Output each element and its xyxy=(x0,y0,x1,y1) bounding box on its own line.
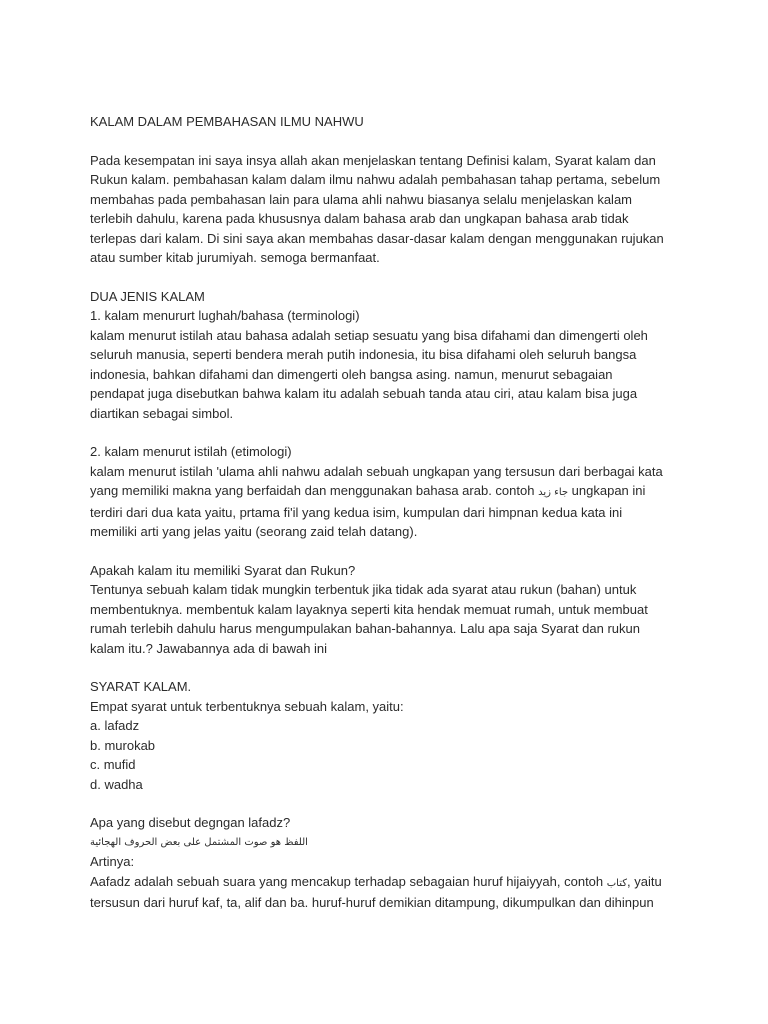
question-line: Apakah kalam itu memiliki Syarat dan Rukun? xyxy=(90,562,356,578)
section-heading: SYARAT KALAM. xyxy=(90,679,192,694)
text-line: indonesia, bahkan difahami dan dimengerti oleh bangsa asing. namun, menurut sebagaian xyxy=(90,366,613,382)
text-line: kalam menurut istilah atau bahasa adalah setiap sesuatu yang bisa difahami dan dimengerti oleh xyxy=(90,327,648,343)
intro-paragraph xyxy=(90,151,690,268)
text-line: pendapat juga disebutkan bahwa kalam itu adalah sebuah tanda atau ciri, atau kalam bisa juga xyxy=(90,386,638,401)
text-line: kalam menurut istilah 'ulama ahli nahwu adalah sebuah ungkapan yang tersusun dari berbagai kata xyxy=(90,463,663,479)
text-line: memiliki arti yang jelas yaitu (seorang zaid telah datang). xyxy=(90,524,418,539)
text-line: membahas pada pembahasan lain para ulama ahli nahwu biasanya selalu menjelaskan kalam xyxy=(90,191,633,207)
dua-jenis-section xyxy=(90,287,690,424)
list-item: c. mufid xyxy=(90,757,136,772)
syarat-rukun-section xyxy=(90,561,690,659)
document-title: KALAM DALAM PEMBAHASAN ILMU NAHWU xyxy=(90,114,364,129)
document-page xyxy=(90,112,690,913)
text-line: Artinya: xyxy=(90,854,135,869)
text-fragment: Aafadz adalah sebuah suara yang mencakup terhadap sebagaian huruf hijaiyyah, contoh xyxy=(90,873,607,889)
text-line: Pada kesempatan ini saya insya allah akan menjelaskan tentang Definisi kalam, Syarat kalam dan xyxy=(90,152,656,168)
text-fragment: , yaitu xyxy=(627,873,662,889)
istilah-section xyxy=(90,442,690,542)
text-line: Rukun kalam. pembahasan kalam dalam ilmu nahwu adalah pembahasan tahap pertama, sebelum xyxy=(90,172,661,187)
syarat-kalam-section xyxy=(90,677,690,794)
arabic-definition: اللفظ هو صوت المشتمل على بعض الحروف الهجائية xyxy=(90,836,308,848)
question-line: Apa yang disebut degngan lafadz? xyxy=(90,815,291,830)
list-item: d. wadha xyxy=(90,776,143,792)
text-line: kalam itu.? Jawabannya ada di bawah ini xyxy=(90,640,328,656)
section-heading: DUA JENIS KALAM xyxy=(90,288,205,304)
text-line: seluruh manusia, seperti bendera merah putih indonesia, itu bisa difahami oleh seluruh bangsa xyxy=(90,347,637,362)
lafadz-section xyxy=(90,813,690,913)
text-line-with-arabic xyxy=(90,481,690,503)
text-line-with-arabic xyxy=(90,872,690,894)
arabic-example: جاء زيد xyxy=(538,487,569,498)
text-line: atau sumber kitab jurumiyah. semoga bermanfaat. xyxy=(90,250,380,265)
list-item: b. murokab xyxy=(90,737,156,753)
subsection-heading: 1. kalam menururt lughah/bahasa (terminologi) xyxy=(90,308,360,323)
text-line: tersusun dari huruf kaf, ta, alif dan ba. huruf-huruf demikian ditampung, dikumpulkan dan dihinpun xyxy=(90,895,654,910)
subsection-heading: 2. kalam menurut istilah (etimologi) xyxy=(90,444,292,459)
text-fragment: yang memiliki makna yang berfaidah dan menggunakan bahasa arab. contoh xyxy=(90,483,539,498)
text-fragment: ungkapan ini xyxy=(568,483,646,498)
text-line: terlebih dahulu, karena pada khususnya dalam bahasa arab dan ungkapan bahasa arab tidak xyxy=(90,211,629,226)
text-line: terdiri dari dua kata yaitu, prtama fi'il yang kedua isim, kumpulan dari himpnan kedua kata ini xyxy=(90,504,623,520)
text-line: rumah terlebih dahulu harus mengumpulakan bahan-bahannya. Lalu apa saja Syarat dan rukun xyxy=(90,621,640,636)
text-line: diartikan sebagai simbol. xyxy=(90,405,234,421)
arabic-example: كتاب xyxy=(606,877,628,889)
text-line: Tentunya sebuah kalam tidak mungkin terbentuk jika tidak ada syarat atau rukun (bahan) untuk xyxy=(90,582,637,597)
text-line: membentuknya. membentuk kalam layaknya seperti kita hendak memuat rumah, untuk membuat xyxy=(90,601,648,617)
text-line: terlepas dari kalam. Di sini saya akan membahas dasar-dasar kalam dengan menggunakan rujukan xyxy=(90,230,664,246)
list-item: a. lafadz xyxy=(90,718,140,733)
text-line: Empat syarat untuk terbentuknya sebuah kalam, yaitu: xyxy=(90,698,404,714)
